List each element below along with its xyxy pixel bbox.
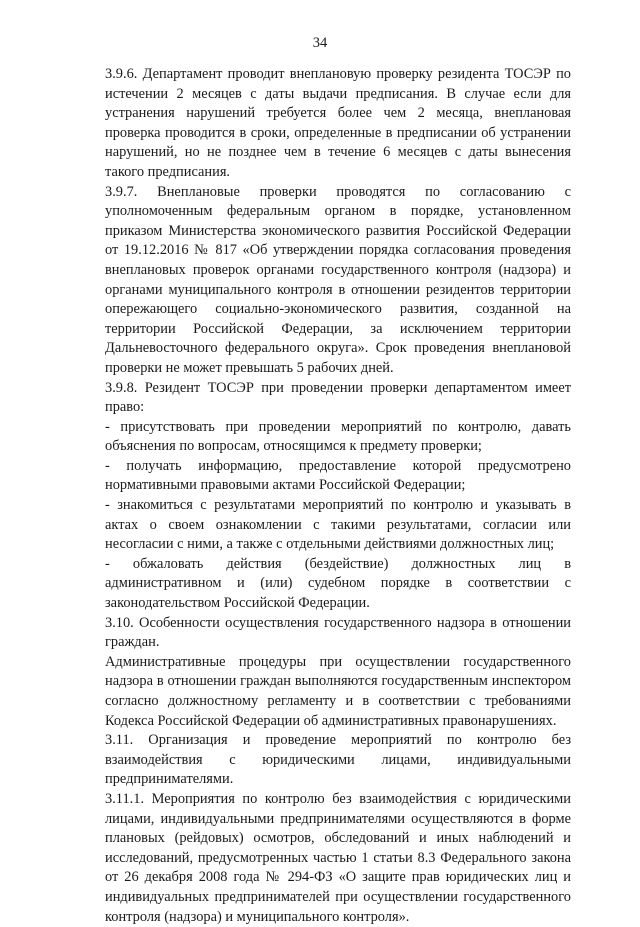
page-number: 34 — [312, 35, 328, 51]
document-body — [105, 65, 571, 927]
paragraph-3-9-8: 3.9.8. Резидент ТОСЭР при проведении проверки департаментом имеет право: — [105, 379, 571, 416]
paragraph-3-11: 3.11. Организация и проведение мероприятий по контролю без взаимодействия с юридическими лицами, индивидуальными предпринимателями. — [105, 732, 571, 788]
paragraph-admin-procedures: Административные процедуры при осуществлении государственного надзора в отношении граждан выполняются государственным инспектором согласно должностному регламенту и в соответствии с требованиями Кодекса Российской Федерации об административных правонарушениях. — [105, 653, 571, 729]
list-item-results: - знакомиться с результатами мероприятий по контролю и указывать в актах о своем ознакомлении с такими результатами, согласии или несогласии с ними, а также с отдельными действиями должностных лиц; — [105, 497, 571, 553]
paragraph-3-10: 3.10. Особенности осуществления государственного надзора в отношении граждан. — [105, 614, 571, 651]
list-item-attend: - присутствовать при проведении мероприятий по контролю, давать объяснения по вопросам, относящимся к предмету проверки; — [105, 418, 571, 455]
paragraph-3-11-1: 3.11.1. Мероприятия по контролю без взаимодействия с юридическими лицами, индивидуальными предпринимателями осуществляются в форме плановых (рейдовых) осмотров, обследований и иных наблюдений и исследований, предусмотренных частью 1 статьи 8.3 Федерального закона от 26 декабря 2008 года № 294-ФЗ «О защите прав юридических лиц и индивидуальных предпринимателей при осуществлении государственного контроля (надзора) и муниципального контроля». — [105, 790, 571, 925]
paragraph-3-9-7: 3.9.7. Внеплановые проверки проводятся по согласованию с уполномоченным федеральным органом в порядке, установленном приказом Министерства экономического развития Российской Федерации от 19.12.2016 № 817 «Об утверждении порядка согласования проведения внеплановых проверок органами государственного контроля (надзора) и органами муниципального контроля в отношении резидентов территории опережающего социально-экономического развития, созданной на территории Российской Федерации, за исключением территории Дальневосточного федерального округа». Срок проведения внеплановой проверки не может превышать 5 рабочих дней. — [105, 183, 571, 376]
paragraph-3-9-6: 3.9.6. Департамент проводит внеплановую проверку резидента ТОСЭР по истечении 2 месяцев с даты выдачи предписания. В случае если для устранения нарушений требуется более чем 2 месяца, внеплановая проверка проводится в сроки, определенные в предписании об устранении нарушений, но не позднее чем в течение 6 месяцев с даты вынесения такого предписания. — [105, 66, 571, 180]
list-item-appeal: - обжаловать действия (бездействие) должностных лиц в административном и (или) судебном порядке в соответствии с законодательством Российской Федерации. — [105, 555, 571, 612]
list-item-information: - получать информацию, предоставление которой предусмотрено нормативными правовыми актами Российской Федерации; — [105, 457, 571, 494]
